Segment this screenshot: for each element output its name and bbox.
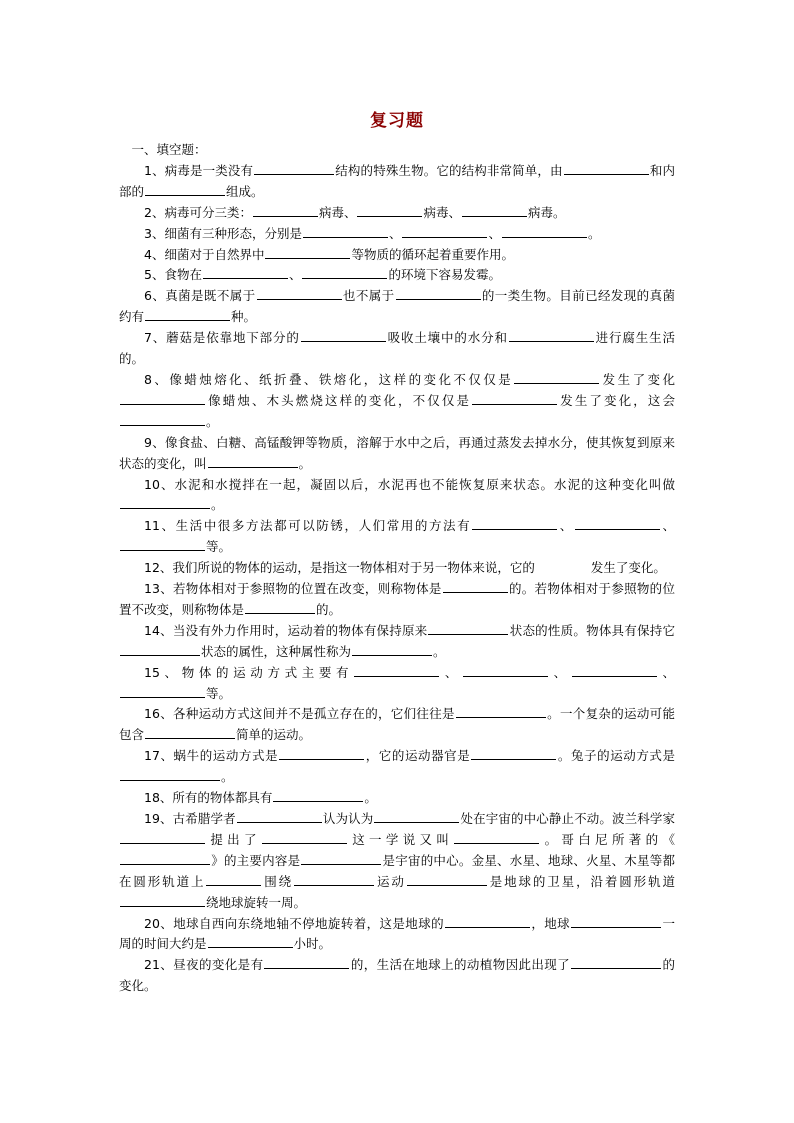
blank[interactable] (120, 654, 200, 656)
blank[interactable] (120, 403, 205, 405)
question-16: 16、各种运动方式这间并不是孤立存在的，它们往往是 。一个复杂的运动可能包含 简单的运动。 (119, 706, 675, 743)
blank[interactable] (279, 758, 364, 760)
question-list (119, 140, 675, 997)
question-2: 2、病毒可分三类： 病毒、 病毒、 病毒。 (144, 204, 566, 220)
blank[interactable] (145, 319, 230, 321)
blank[interactable] (294, 884, 374, 886)
blank[interactable] (571, 926, 661, 928)
question-18: 18、所有的物体都具有 。 (144, 790, 377, 806)
blank[interactable] (303, 236, 388, 238)
question-8: 8、像蜡烛熔化、纸折叠、铁熔化，这样的变化不仅仅是 发生了变化像蜡烛、木头燃烧这样的变化，不仅仅是 发生了变化，这会。 (119, 370, 675, 433)
question-9: 9、像食盐、白糖、高锰酸钾等物质，溶解于水中之后，再通过蒸发去掉水分，使其恢复到原来状态的变化，叫 。 (119, 434, 675, 471)
question-3: 3、细菌有三种形态，分别是 、 、 。 (144, 225, 601, 241)
blank[interactable] (462, 215, 527, 217)
blank[interactable] (301, 340, 386, 342)
question-7: 7、蘑菇是依靠地下部分的 吸收土壤中的水分和 进行腐生生活的。 (119, 330, 675, 367)
blank[interactable] (572, 675, 657, 677)
blank[interactable] (208, 946, 293, 948)
question-1: 1、病毒是一类没有 结构的特殊生物。它的结构非常简单，由 和内部的 组成。 (119, 162, 675, 199)
question-21: 21、昼夜的变化是有 的，生活在地球上的动植物因此出现了 的变化。 (119, 957, 675, 994)
blank[interactable] (208, 466, 298, 468)
blank[interactable] (514, 382, 599, 384)
blank[interactable] (120, 549, 205, 551)
blank[interactable] (120, 842, 205, 844)
blank[interactable] (396, 298, 481, 300)
blank[interactable] (374, 821, 459, 823)
blank[interactable] (253, 215, 318, 217)
blank[interactable] (571, 967, 661, 969)
blank[interactable] (257, 298, 342, 300)
question-5: 5、食物在 、 的环境下容易发霉。 (144, 267, 501, 283)
blank[interactable] (575, 528, 660, 530)
blank[interactable] (203, 277, 288, 279)
blank[interactable] (145, 194, 225, 196)
blank[interactable] (472, 528, 557, 530)
blank[interactable] (245, 612, 315, 614)
blank[interactable] (445, 926, 530, 928)
question-14: 14、当没有外力作用时，运动着的物体有保持原来 状态的性质。物体具有保持它状态的属性，这种属性称为 。 (119, 621, 675, 663)
blank[interactable] (302, 277, 387, 279)
blank[interactable] (120, 424, 205, 426)
blank[interactable] (428, 633, 508, 635)
question-6: 6、真菌是既不属于 也不属于 的一类生物。目前已经发现的真菌约有 种。 (119, 288, 675, 325)
blank[interactable] (352, 654, 432, 656)
question-12: 12、我们所说的物体的运动，是指这一物体相对于另一物体来说，它的 发生了变化。 (144, 560, 666, 576)
blank[interactable] (301, 863, 381, 865)
blank[interactable] (509, 340, 594, 342)
question-13: 13、若物体相对于参照物的位置在改变，则称物体是 的。若物体相对于参照物的位置不改变，则称物体是 的。 (119, 581, 675, 617)
blank[interactable] (254, 173, 334, 175)
blank[interactable] (120, 863, 210, 865)
blank[interactable] (443, 591, 508, 593)
blank[interactable] (357, 215, 422, 217)
blank[interactable] (564, 173, 649, 175)
question-4: 4、细菌对于自然界中 等物质的循环起着重要作用。 (144, 246, 514, 262)
blank[interactable] (273, 800, 363, 802)
blank[interactable] (463, 675, 548, 677)
question-19: 19、古希腊学者 认为认为 处在宇宙的中心静止不动。波兰科学家提出了 这一学说又叫 。哥白尼所著的《》的主要内容是 是宇宙的中心。金星、水星、地球、火星、木星等都在圆形轨道上 围绕 运动 是地球的卫星，沿着圆形轨道绕地球旋转一周。 (119, 811, 675, 910)
blank[interactable] (471, 758, 556, 760)
section-heading: 一、填空题： (131, 142, 207, 157)
question-17: 17、蜗牛的运动方式是 ，它的运动器官是 。兔子的运动方式是。 (119, 746, 675, 788)
blank[interactable] (262, 842, 347, 844)
blank[interactable] (502, 236, 587, 238)
blank[interactable] (407, 884, 487, 886)
question-20: 20、地球自西向东绕地轴不停地旋转着，这是地球的 ，地球 一周的时间大约是 小时。 (119, 915, 675, 952)
blank[interactable] (265, 257, 350, 259)
blank[interactable] (120, 507, 210, 509)
blank[interactable] (237, 821, 322, 823)
question-10: 10、水泥和水搅拌在一起，凝固以后，水泥再也不能恢复原来状态。水泥的这种变化叫做。 (119, 475, 675, 517)
blank[interactable] (145, 737, 235, 739)
blank[interactable] (264, 967, 349, 969)
blank[interactable] (120, 905, 205, 907)
blank[interactable] (206, 884, 261, 886)
page-title: 复习题 (370, 111, 424, 131)
blank[interactable] (454, 842, 539, 844)
blank[interactable] (120, 696, 205, 698)
blank[interactable] (120, 779, 220, 781)
blank[interactable] (472, 403, 557, 405)
blank[interactable] (402, 236, 487, 238)
blank[interactable] (456, 716, 546, 718)
blank[interactable] (354, 675, 439, 677)
question-15: 15、物体的运动方式主要有 、 、 、等。 (119, 663, 675, 705)
question-11: 11、生活中很多方法都可以防锈，人们常用的方法有 、 、等。 (119, 516, 675, 558)
